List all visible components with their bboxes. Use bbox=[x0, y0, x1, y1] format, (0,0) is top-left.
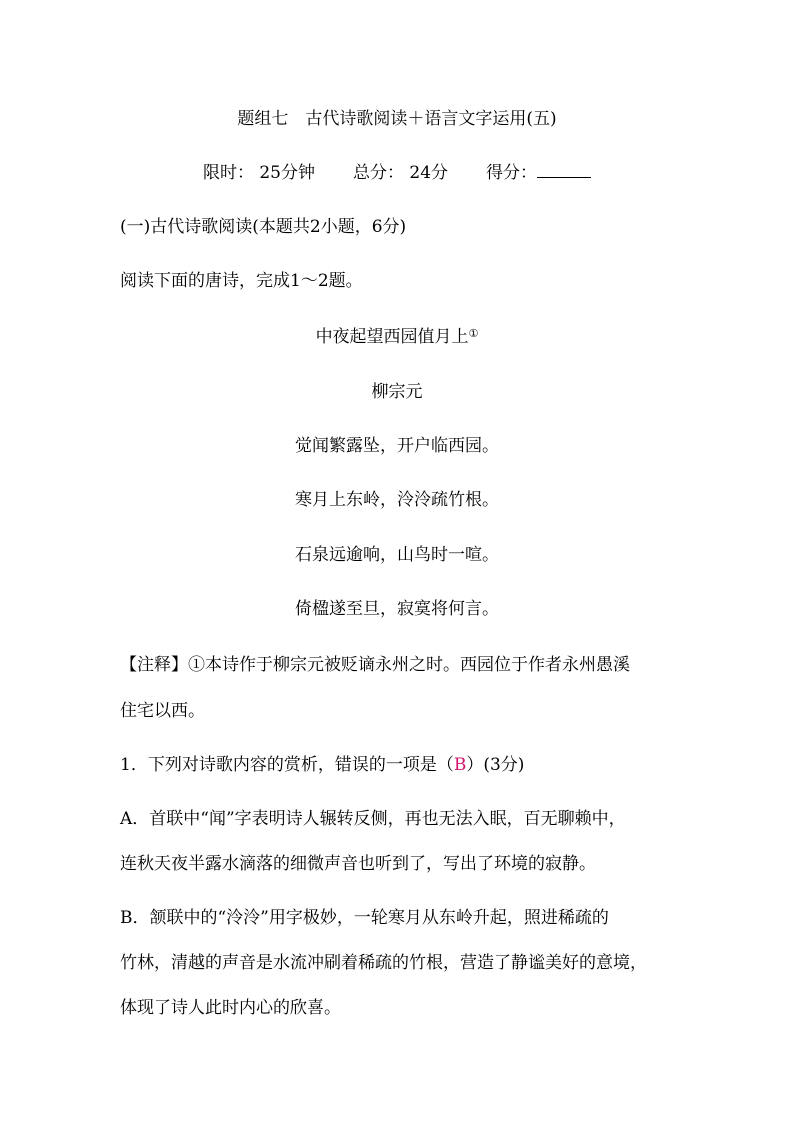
exam-meta bbox=[0, 162, 794, 184]
option-b-line: B．颔联中的“泠泠”用字极妙，一轮寒月从东岭升起，照进稀疏的 bbox=[120, 908, 609, 928]
option-a-line: 连秋天夜半露水滴落的细微声音也听到了，写出了环境的寂静。 bbox=[120, 854, 596, 874]
score-blank bbox=[537, 162, 591, 178]
option-b-line: 竹林，清越的声音是水流冲刷着稀疏的竹根，营造了静谧美好的意境， bbox=[120, 953, 647, 973]
question-1 bbox=[120, 754, 524, 776]
option-b-line: 体现了诗人此时内心的欣喜。 bbox=[120, 998, 341, 1018]
annotation-line: 【注释】①本诗作于柳宗元被贬谪永州之时。西园位于作者永州愚溪 bbox=[120, 655, 630, 675]
poem-line: 石泉远逾响，山鸟时一喧。 bbox=[295, 545, 499, 565]
question-stem-start: 1．下列对诗歌内容的赏析，错误的一项是（ bbox=[120, 755, 454, 775]
page-title: 题组七 古代诗歌阅读＋语言文字运用(五) bbox=[237, 109, 557, 129]
answer-mark: B bbox=[453, 755, 467, 775]
poem-line: 寒月上东岭，泠泠疏竹根。 bbox=[295, 490, 499, 510]
section-heading: (一)古代诗歌阅读(本题共2小题，6分) bbox=[120, 217, 407, 237]
annotation-line: 住宅以西。 bbox=[120, 701, 205, 721]
time-limit: 限时： 25分钟 bbox=[202, 163, 315, 183]
poem-title bbox=[0, 326, 794, 348]
poem-author: 柳宗元 bbox=[371, 382, 423, 402]
total-score: 总分： 24分 bbox=[353, 163, 449, 183]
score-label: 得分： bbox=[486, 163, 538, 183]
poem-line: 倚楹遂至旦，寂寞将何言。 bbox=[295, 599, 499, 619]
section-intro: 阅读下面的唐诗，完成1～2题。 bbox=[120, 271, 363, 291]
option-a-line: A．首联中“闻”字表明诗人辗转反侧，再也无法入眠，百无聊赖中， bbox=[120, 809, 626, 829]
footnote-marker: ① bbox=[468, 327, 479, 340]
question-stem-end: ）(3分) bbox=[466, 755, 525, 775]
poem-line: 觉闻繁露坠，开户临西园。 bbox=[295, 436, 499, 456]
poem-title-text: 中夜起望西园值月上 bbox=[315, 327, 469, 347]
